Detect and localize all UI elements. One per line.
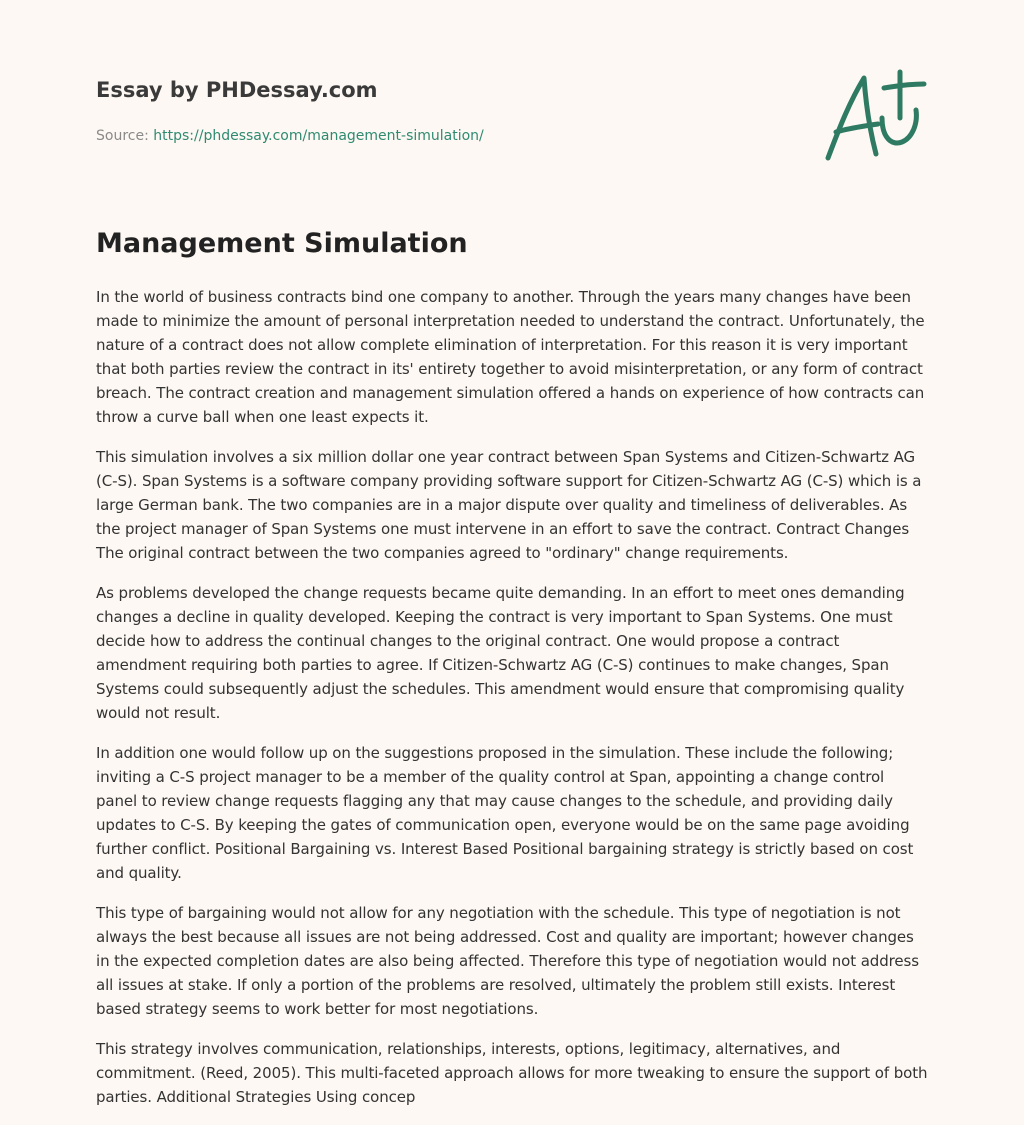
source-label: Source: (96, 128, 154, 144)
paragraph: In addition one would follow up on the suggestions proposed in the simulation. These include the following; inviting a C-S project manager to be a member of the quality control at Span, appointing a change control panel to review change requests flagging any that may cause changes to the schedule, and providing daily updates to C-S. By keeping the gates of communication open, everyone would be on the same page avoiding further conflict. Positional Bargaining vs. Interest Based Positional bargaining strategy is strictly based on cost and quality. (96, 744, 914, 882)
article-body (96, 285, 928, 1125)
paragraph: This strategy involves communication, relationships, interests, options, legitimacy, alternatives, and commitment. (Reed, 2005). This multi-faceted approach allows for more tweaking to ensure the support of both parties. Additional Strategies Using concep (96, 1040, 928, 1106)
site-title: Essay by PHDessay.com (96, 78, 378, 102)
a-plus-logo-icon (820, 66, 930, 166)
site-header (96, 76, 696, 146)
article-title: Management Simulation (96, 228, 468, 259)
source-link[interactable]: https://phdessay.com/management-simulation/ (153, 128, 484, 144)
paragraph: This simulation involves a six million dollar one year contract between Span Systems and Citizen-Schwartz AG (C-S). Span Systems is a software company providing software support for Citizen-Schwartz AG (C-S) which is a large German bank. The two companies are in a major dispute over quality and timeliness of deliverables. As the project manager of Span Systems one must intervene in an effort to save the contract. Contract Changes The original contract between the two companies agreed to "ordinary" change requirements. (96, 448, 922, 562)
paragraph: This type of bargaining would not allow for any negotiation with the schedule. This type of negotiation is not always the best because all issues are not being addressed. Cost and quality are important; however changes in the expected completion dates are also being affected. Therefore this type of negotiation would not address all issues at stake. If only a portion of the problems are resolved, ultimately the problem still exists. Interest based strategy seems to work better for most negotiations. (96, 904, 919, 1018)
source-line (96, 126, 696, 146)
paragraph: In the world of business contracts bind one company to another. Through the years many changes have been made to minimize the amount of personal interpretation needed to understand the contract. Unfortunately, the nature of a contract does not allow complete elimination of interpretation. For this reason it is very important that both parties review the contract in its' entirety together to avoid misinterpretation, or any form of contract breach. The contract creation and management simulation offered a hands on experience of how contracts can throw a curve ball when one least expects it. (96, 288, 925, 426)
paragraph: As problems developed the change requests became quite demanding. In an effort to meet ones demanding changes a decline in quality developed. Keeping the contract is very important to Span Systems. One must decide how to address the continual changes to the original contract. One would propose a contract amendment requiring both parties to agree. If Citizen-Schwartz AG (C-S) continues to make changes, Span Systems could subsequently adjust the schedules. This amendment would ensure that compromising quality would not result. (96, 584, 905, 722)
